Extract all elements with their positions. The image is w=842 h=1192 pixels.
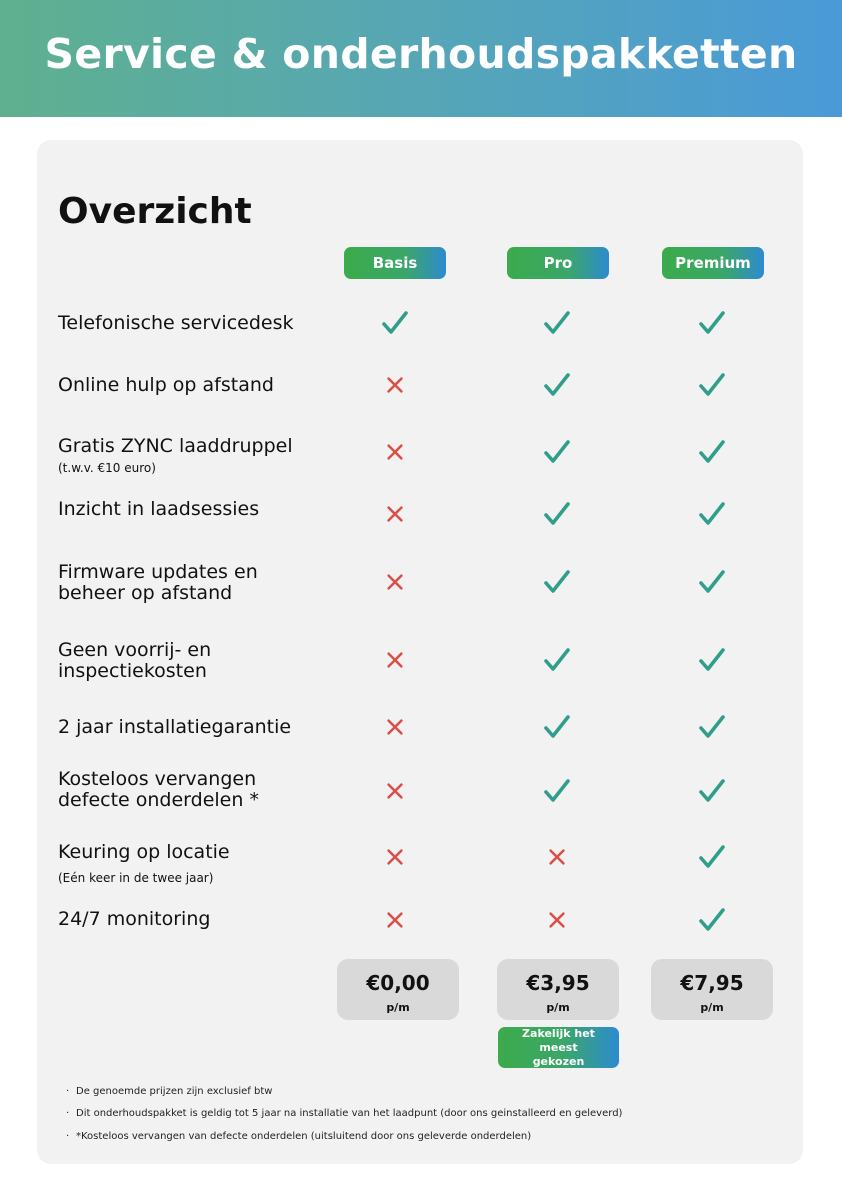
checkmark-icon <box>697 905 727 935</box>
checkmark-icon <box>697 437 727 467</box>
price-period: p/m <box>386 1001 410 1014</box>
plan-header-premium: Premium <box>662 247 764 279</box>
checkmark-icon <box>697 776 727 806</box>
cross-icon <box>383 570 407 594</box>
feature-label: Gratis ZYNC laaddruppel (t.w.v. €10 euro) <box>58 435 293 475</box>
cross-icon <box>383 373 407 397</box>
checkmark-icon <box>697 567 727 597</box>
footnote: · *Kosteloos vervangen van defecte onderdelen (uitsluitend door ons geleverde onderdelen) <box>66 1131 532 1142</box>
checkmark-icon <box>542 776 572 806</box>
feature-label: Geen voorrij- en inspectiekosten <box>58 639 212 682</box>
most-chosen-badge: Zakelijk het meest gekozen <box>498 1027 619 1068</box>
feature-label: Keuring op locatie (Eén keer in de twee jaar) <box>58 841 230 885</box>
checkmark-icon <box>542 499 572 529</box>
checkmark-icon <box>542 567 572 597</box>
price-amount: €7,95 <box>680 971 744 995</box>
cross-icon <box>383 440 407 464</box>
checkmark-icon <box>697 842 727 872</box>
feature-label: Firmware updates en beheer op afstand <box>58 561 258 604</box>
page-title: Service & onderhoudspakketten <box>44 30 798 78</box>
cross-icon <box>545 908 569 932</box>
bullet-icon: · <box>66 1108 70 1119</box>
price-box-premium <box>651 959 773 1020</box>
bullet-icon: · <box>66 1131 70 1142</box>
cross-icon <box>545 845 569 869</box>
price-amount: €0,00 <box>366 971 430 995</box>
checkmark-icon <box>542 712 572 742</box>
cross-icon <box>383 715 407 739</box>
header-banner <box>0 0 842 117</box>
feature-label: 2 jaar installatiegarantie <box>58 716 292 738</box>
footnote: · De genoemde prijzen zijn exclusief btw <box>66 1086 273 1097</box>
feature-note: (Eén keer in de twee jaar) <box>58 871 214 885</box>
price-box-basis <box>337 959 459 1020</box>
price-amount: €3,95 <box>526 971 590 995</box>
feature-label: Telefonische servicedesk <box>58 312 294 334</box>
cross-icon <box>383 648 407 672</box>
bullet-icon: · <box>66 1086 70 1097</box>
checkmark-icon <box>542 308 572 338</box>
checkmark-icon <box>542 437 572 467</box>
checkmark-icon <box>697 370 727 400</box>
checkmark-icon <box>380 308 410 338</box>
price-period: p/m <box>546 1001 570 1014</box>
cross-icon <box>383 908 407 932</box>
feature-label: 24/7 monitoring <box>58 908 211 930</box>
feature-note: (t.w.v. €10 euro) <box>58 461 156 475</box>
cross-icon <box>383 502 407 526</box>
feature-label: Online hulp op afstand <box>58 374 274 396</box>
cross-icon <box>383 779 407 803</box>
checkmark-icon <box>542 370 572 400</box>
price-period: p/m <box>700 1001 724 1014</box>
feature-label: Kosteloos vervangen defecte onderdelen * <box>58 768 259 811</box>
footnote: · Dit onderhoudspakket is geldig tot 5 jaar na installatie van het laadpunt (door ons geinstalleerd en geleverd) <box>66 1108 623 1119</box>
price-box-pro <box>497 959 619 1020</box>
feature-label: Inzicht in laadsessies <box>58 498 260 520</box>
plan-header-basis: Basis <box>344 247 446 279</box>
plan-header-pro: Pro <box>507 247 609 279</box>
cross-icon <box>383 845 407 869</box>
checkmark-icon <box>697 645 727 675</box>
checkmark-icon <box>697 499 727 529</box>
overview-title: Overzicht <box>58 191 252 232</box>
checkmark-icon <box>542 645 572 675</box>
checkmark-icon <box>697 712 727 742</box>
checkmark-icon <box>697 308 727 338</box>
